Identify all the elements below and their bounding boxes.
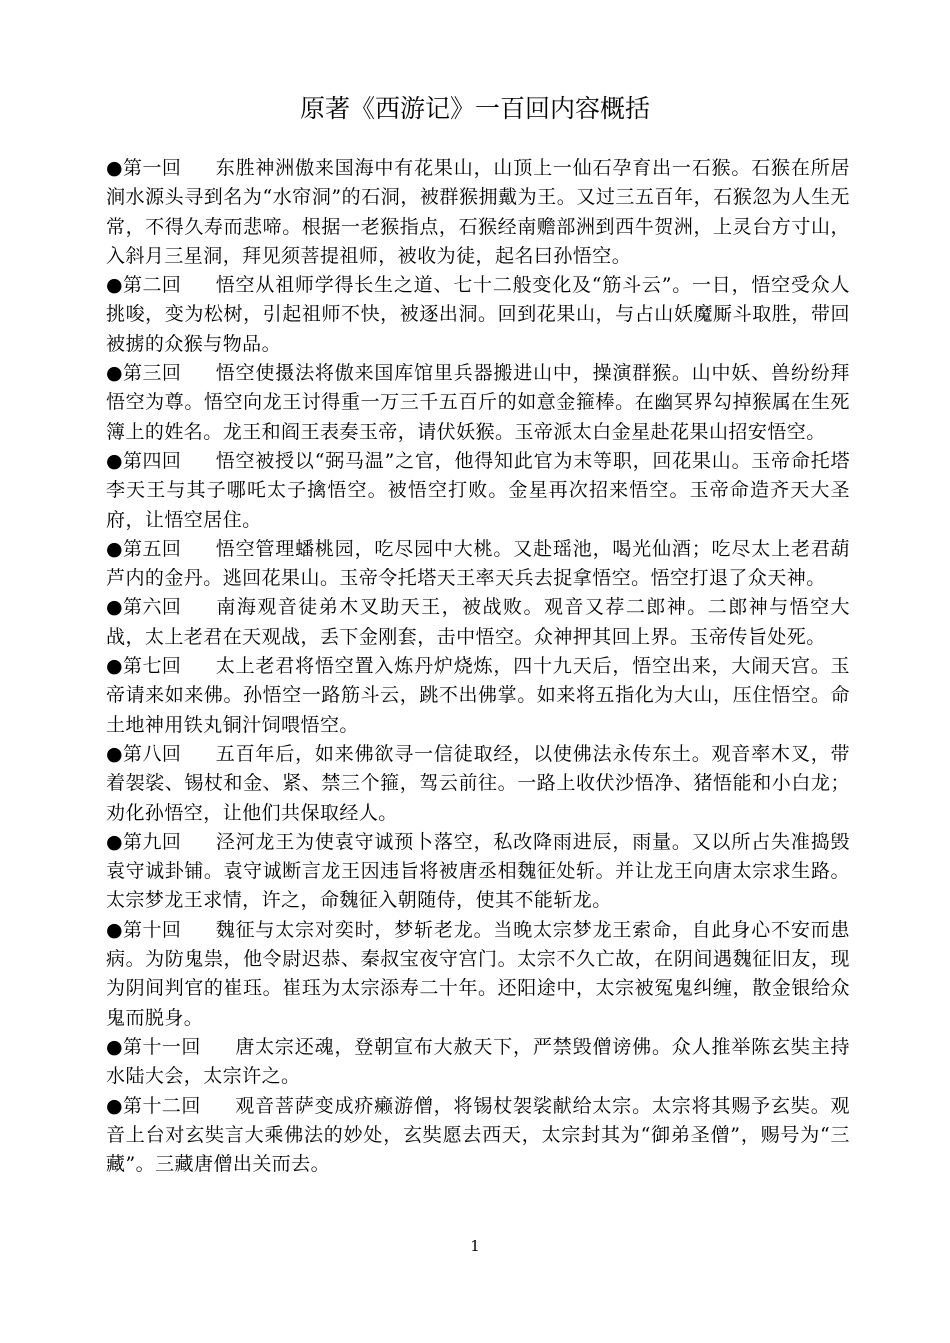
chapter-label: ●第九回: [106, 830, 182, 853]
chapter-item: [106, 535, 850, 594]
chapter-label: ●第十一回: [106, 1035, 201, 1058]
chapter-summary: 东胜神洲傲来国海中有花果山，山顶上一仙石孕育出一石猴。石猴在所居涧水源头寻到名为“水帘洞”的石洞，被群猴拥戴为王。又过三五百年，石猴忽为人生无常，不得久寿而悲啼。根据一老猴指点，石猴经南赡部洲到西牛贺洲，上灵台方寸山，入斜月三星洞，拜见须菩提祖师，被收为徒，起名曰孙悟空。: [106, 157, 850, 267]
chapter-label: ●第六回: [106, 596, 182, 619]
chapter-item: [106, 271, 850, 359]
chapter-label: ●第三回: [106, 362, 182, 385]
chapter-summary: 悟空管理蟠桃园，吃尽园中大桃。又赴瑶池，喝光仙酒；吃尽太上老君葫芦内的金丹。逃回花果山。玉帝令托塔天王率天兵去捉拿悟空。悟空打退了众天神。: [106, 537, 850, 590]
page-title: 原著《西游记》一百回内容概括: [299, 94, 650, 123]
chapter-item: [106, 652, 850, 740]
chapter-item: [106, 447, 850, 535]
chapter-label: ●第七回: [106, 655, 182, 678]
chapter-summary: 南海观音徒弟木叉助天王，被战败。观音又荐二郎神。二郎神与悟空大战，太上老君在天观战，丢下金刚套，击中悟空。众神押其回上界。玉帝传旨处死。: [106, 596, 850, 648]
chapter-summary: 悟空从祖师学得长生之道、七十二般变化及“筋斗云”。一日，悟空受众人挑唆，变为松树，引起祖师不快，被逐出洞。回到花果山，与占山妖魔厮斗取胜，带回被掳的众猴与物品。: [106, 274, 850, 355]
chapter-item: [106, 154, 850, 271]
chapter-label: ●第八回: [106, 742, 182, 765]
chapter-item: [106, 1033, 850, 1092]
chapter-item: [106, 593, 850, 652]
chapter-summary: 悟空使摄法将傲来国库馆里兵器搬进山中，操演群猴。山中妖、兽纷纷拜悟空为尊。悟空向龙王讨得重一万三千五百斤的如意金箍棒。在幽冥界勾掉猴属在生死簿上的姓名。龙王和阎王表奏玉帝，请伏妖猴。玉帝派太白金星赴花果山招安悟空。: [106, 362, 850, 443]
chapter-summary: 太上老君将悟空置入炼丹炉烧炼，四十九天后，悟空出来，大闹天宫。玉帝请来如来佛。孙悟空一路筋斗云，跳不出佛掌。如来将五指化为大山，压住悟空。命土地神用铁丸铜汁饲喂悟空。: [106, 655, 850, 736]
page-number: 1: [470, 1237, 480, 1255]
chapter-label: ●第四回: [106, 449, 182, 472]
chapter-label: ●第五回: [106, 537, 182, 560]
chapter-label: ●第二回: [106, 274, 182, 297]
chapter-summary: 五百年后，如来佛欲寻一信徒取经，以使佛法永传东土。观音率木叉，带着袈裟、锡杖和金、紧、禁三个箍，驾云前往。一路上收伏沙悟净、猪悟能和小白龙；劝化孙悟空，让他们共保取经人。: [106, 742, 850, 824]
chapter-item: [106, 1092, 850, 1180]
chapter-item: [106, 828, 850, 916]
chapter-summary: 唐太宗还魂，登朝宣布大赦天下，严禁毁僧谤佛。众人推举陈玄奘主持水陆大会，太宗许之。: [106, 1035, 850, 1088]
chapter-item: [106, 359, 850, 447]
chapter-label: ●第一回: [106, 157, 182, 179]
chapter-label: ●第十二回: [106, 1094, 201, 1117]
chapter-summary: 观音菩萨变成疥癞游僧，将锡杖袈裟献给太宗。太宗将其赐予玄奘。观音上台对玄奘言大乘佛法的妙处，玄奘愿去西天，太宗封其为“御弟圣僧”，赐号为“三藏”。三藏唐僧出关而去。: [106, 1094, 850, 1176]
chapter-summary: 悟空被授以“弼马温”之官，他得知此官为末等职，回花果山。玉帝命托塔李天王与其子哪吒太子擒悟空。被悟空打败。金星再次招来悟空。玉帝命造齐天大圣府，让悟空居住。: [106, 449, 850, 531]
chapter-summary: 泾河龙王为使袁守诚预卜落空，私改降雨进辰，雨量。又以所占失准捣毁袁守诚卦铺。袁守诚断言龙王因违旨将被唐丞相魏征处斩。并让龙王向唐太宗求生路。太宗梦龙王求情，许之，命魏征入朝随侍，使其不能斩龙。: [106, 830, 850, 912]
chapter-summary: 魏征与太宗对奕时，梦斩老龙。当晚太宗梦龙王索命，自此身心不安而患病。为防鬼祟，他令尉迟恭、秦叔宝夜守宫门。太宗不久亡故，在阴间遇魏征旧友，现为阴间判官的崔珏。崔珏为太宗添寿二十年。还阳途中，太宗被冤鬼纠缠，散金银给众鬼而脱身。: [106, 918, 850, 1029]
chapter-label: ●第十回: [106, 918, 182, 941]
chapter-item: [106, 916, 850, 1033]
chapter-list: [106, 154, 850, 1179]
chapter-item: [106, 740, 850, 828]
